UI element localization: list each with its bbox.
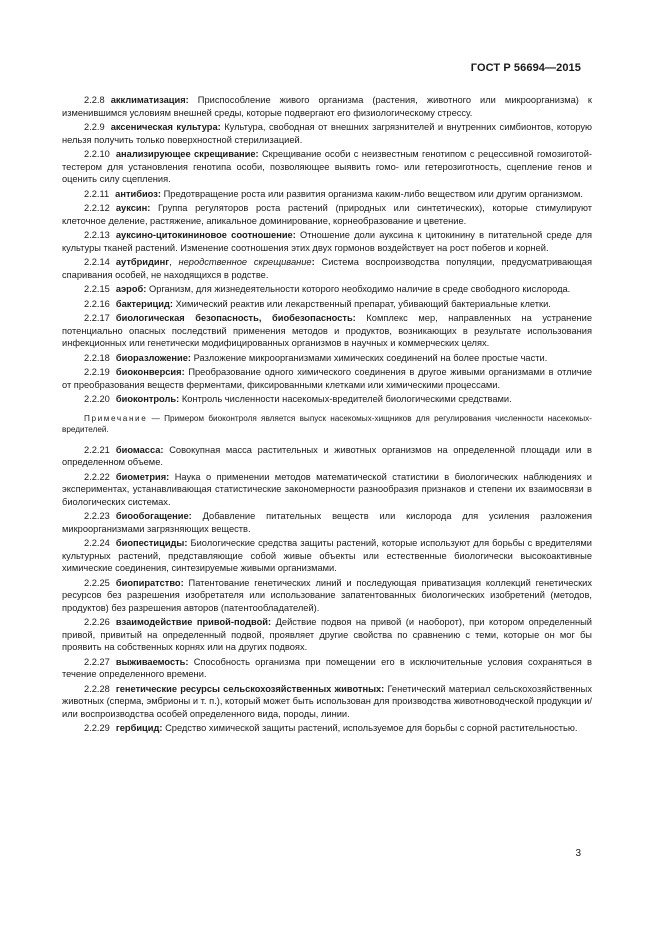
term-entry: 2.2.14 аутбридинг, неродственное скрещивание: Система воспроизводства популяции, предусматривающая спаривания особей, не находящихся в родстве. <box>62 257 592 280</box>
term-entry: 2.2.11 антибиоз: Предотвращение роста или развития организма каким-либо веществом или другим организмом. <box>84 188 583 199</box>
term-entry: 2.2.15 аэроб: Организм, для жизнедеятельности которого необходимо наличие в среде свободного кислорода. <box>84 284 571 294</box>
term-entry: 2.2.8 акклиматизация: Приспособление живого организма (растения, животного или микроорганизма) к изменившимся условиям внешней среды, которые подвергают его физиологическому стрессу. <box>62 95 592 118</box>
term-entry: 2.2.25 биопиратство: Патентование генетических линий и последующая приватизация коллекций генетических ресурсов без разрешения изобретателя или использование запатентованных биологических изобретений (методов, продуктов) без разрешения авторов (патентообладателей). <box>62 577 592 613</box>
note: Примечание — Примером биоконтроля является выпуск насекомых-хищников для регулирования численности насекомых-вредителей. <box>62 413 592 434</box>
term-synonym: неродственное скрещивание <box>178 257 312 267</box>
note-label: Примечание <box>84 413 148 423</box>
term-entry: 2.2.19 биоконверсия: Преобразование одного химического соединения в другое живыми организмами в отличие от преобразования веществ ферментами, фиксированными клетками или химическими процессами. <box>62 367 592 390</box>
term-entry: 2.2.24 биопестициды: Биологические средства защиты растений, которые используют для борьбы с вредителями культурных растений, представляющие собой живые объекты или естественные биологически высокоактивные химические соединения, синтезируемые живыми организмами. <box>62 538 592 573</box>
term-entry: 2.2.21 биомасса: Совокупная масса растительных и животных организмов на определенной площади или в определенном объеме. <box>62 444 592 467</box>
term-entry: 2.2.17 биологическая безопасность, биобезопасность: Комплекс мер, направленных на устранение потенциально опасных последствий применения методов и продуктов, возникающих в результате использования инфекционных или генетически модифицированных организмов в научных и коммерческих целях. <box>62 313 592 348</box>
term-entry: 2.2.9 аксеническая культура: Культура, свободная от внешних загрязнителей и внутренних симбионтов, которую нельзя получить только поверхностной стерилизацией. <box>62 122 592 145</box>
term-entry: 2.2.29 гербицид: Средство химической защиты растений, используемое для борьбы с сорной растительностью. <box>84 723 578 733</box>
document-body <box>62 94 592 737</box>
term-entry: 2.2.10 анализирующее скрещивание: Скрещивание особи с неизвестным генотипом с рецессивной гомозиготой-тестером для установления генотипа особи, позволяющее выявить гомо- или гетерозиготность, сцепление генов и оценить силу сцепления. <box>62 149 592 184</box>
term-entry: 2.2.20 биоконтроль: Контроль численности насекомых-вредителей биологическими средствами. <box>84 394 512 404</box>
term-entry: 2.2.26 взаимодействие привой-подвой: Действие подвоя на привой (и наоборот), при котором определенный привой, привитый на определенный подвой, проявляет другие свойства по сравнению с теми, которые он мог бы проявить на собственных корнях или на других подвоях. <box>62 617 592 652</box>
term-entry: 2.2.16 бактерицид: Химический реактив или лекарственный препарат, убивающий бактериальные клетки. <box>84 298 551 309</box>
term-entry: 2.2.12 ауксин: Группа регуляторов роста растений (природных или синтетических), которые стимулируют клеточное деление, растяжение, апикальное доминирование, корнеобразование и цветение. <box>62 203 592 226</box>
term-entry: 2.2.13 ауксино-цитокининовое соотношение: Отношение доли ауксина к цитокинину в питательной среде для культуры тканей растений. Изменение соотношения этих двух гормонов воздействует на рост побегов и корней. <box>62 230 592 253</box>
term-entry: 2.2.27 выживаемость: Способность организма при помещении его в исключительные условия сохраняться в течение определенного времени. <box>62 656 592 679</box>
page-number: 3 <box>575 848 581 859</box>
term-entry: 2.2.18 биоразложение: Разложение микроорганизмами химических соединений на более простые части. <box>84 352 548 363</box>
term-entry: 2.2.28 генетические ресурсы сельскохозяйственных животных: Генетический материал сельскохозяйственных животных (сперма, эмбрионы и т. п.), который может быть использован для производства животноводческой продукции и/или воспроизводства особей определенного вида, породы, линии. <box>62 683 592 719</box>
standard-designation: ГОСТ Р 56694—2015 <box>470 62 581 74</box>
term-entry: 2.2.22 биометрия: Наука о применении методов математической статистики в биологических наблюдениях и экспериментах, устанавливающая статистические закономерности разнообразия признаков и степени их взаимосвязи в биологических системах. <box>62 471 593 507</box>
note-text: Примером биоконтроля является выпуск насекомых-хищников для регулирования численности насекомых-вредителей. <box>62 413 592 434</box>
term-entry: 2.2.23 биообогащение: Добавление питательных веществ или кислорода для усиления разложения микроорганизмами загрязняющих веществ. <box>62 511 592 534</box>
